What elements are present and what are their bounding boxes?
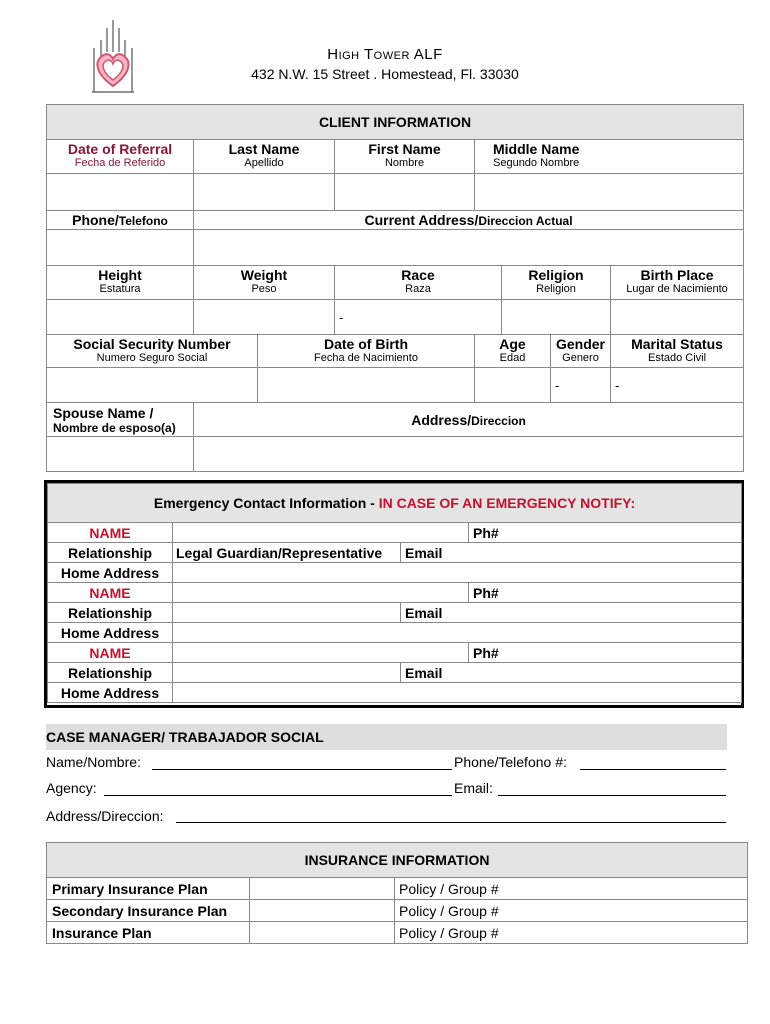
religion-label: Religion Religion xyxy=(502,266,611,300)
height-field[interactable] xyxy=(47,300,194,335)
spouse-address-label: Address/Direccion xyxy=(194,403,744,437)
client-info-title: CLIENT INFORMATION xyxy=(47,105,744,140)
middle-name-field[interactable] xyxy=(475,174,744,211)
middle-name-label: Middle Name Segundo Nombre xyxy=(475,140,744,174)
current-address-label: Current Address/Direccion Actual xyxy=(194,211,744,230)
first-name-field[interactable] xyxy=(335,174,475,211)
phone-label: Phone/Telefono xyxy=(47,211,194,230)
contact1-relationship-label: Relationship xyxy=(48,543,173,563)
contact2-relationship-label: Relationship xyxy=(48,603,173,623)
cm-address-field[interactable] xyxy=(176,822,726,823)
insurance-plan-field[interactable] xyxy=(250,922,395,944)
emergency-title: Emergency Contact Information - IN CASE OF AN EMERGENCY NOTIFY: xyxy=(48,484,742,523)
height-label: Height Estatura xyxy=(47,266,194,300)
gender-label: Gender Genero xyxy=(551,335,611,368)
contact1-home-address-label: Home Address xyxy=(48,563,173,583)
current-address-field[interactable] xyxy=(194,230,744,266)
last-name-field[interactable] xyxy=(194,174,335,211)
policy-group-field[interactable]: Policy / Group # xyxy=(395,900,748,922)
weight-label: Weight Peso xyxy=(194,266,335,300)
age-label: Age Edad xyxy=(475,335,551,368)
contact2-relationship-field[interactable] xyxy=(173,603,401,623)
contact2-email-label[interactable]: Email xyxy=(401,603,742,623)
date-referral-label: Date of Referral Fecha de Referido xyxy=(47,140,194,174)
contact2-phone-label[interactable]: Ph# xyxy=(469,583,742,603)
insurance-table xyxy=(46,842,748,944)
contact1-phone-label[interactable]: Ph# xyxy=(469,523,742,543)
age-field[interactable] xyxy=(475,368,551,403)
date-referral-field[interactable] xyxy=(47,174,194,211)
policy-group-field[interactable]: Policy / Group # xyxy=(395,922,748,944)
dob-field[interactable] xyxy=(258,368,475,403)
contact2-home-address-label: Home Address xyxy=(48,623,173,643)
gender-field[interactable]: - xyxy=(551,368,611,403)
cm-agency-label: Agency: xyxy=(46,780,97,796)
insurance-plan-field[interactable] xyxy=(250,878,395,900)
first-name-label: First Name Nombre xyxy=(335,140,475,174)
cm-address-label: Address/Direccion: xyxy=(46,808,164,824)
weight-field[interactable] xyxy=(194,300,335,335)
cm-name-field[interactable] xyxy=(152,769,452,770)
marital-label: Marital Status Estado Civil xyxy=(611,335,744,368)
spouse-name-label: Spouse Name / Nombre de esposo(a) xyxy=(47,403,194,437)
race-label: Race Raza xyxy=(335,266,502,300)
spouse-address-field[interactable] xyxy=(194,437,744,472)
cm-phone-label: Phone/Telefono #: xyxy=(454,754,567,770)
religion-field[interactable] xyxy=(502,300,611,335)
last-name-label: Last Name Apellido xyxy=(194,140,335,174)
ssn-label: Social Security Number Numero Seguro Social xyxy=(47,335,258,368)
birth-place-field[interactable] xyxy=(611,300,744,335)
spouse-name-field[interactable] xyxy=(47,437,194,472)
facility-name: High Tower ALF xyxy=(327,46,443,63)
cm-email-field[interactable] xyxy=(498,795,726,796)
contact1-home-address-field[interactable] xyxy=(173,563,742,583)
cm-email-label: Email: xyxy=(454,780,493,796)
race-field[interactable]: - xyxy=(335,300,502,335)
phone-field[interactable] xyxy=(47,230,194,266)
contact2-name-label: NAME xyxy=(48,583,173,603)
insurance-title: INSURANCE INFORMATION xyxy=(47,843,748,878)
facility-address: 432 N.W. 15 Street . Homestead, Fl. 33030 xyxy=(251,66,519,82)
insurance-row-label: Primary Insurance Plan xyxy=(47,878,250,900)
contact1-name-label: NAME xyxy=(48,523,173,543)
policy-group-field[interactable]: Policy / Group # xyxy=(395,878,748,900)
contact3-phone-label[interactable]: Ph# xyxy=(469,643,742,663)
insurance-row-label: Insurance Plan xyxy=(47,922,250,944)
cm-name-label: Name/Nombre: xyxy=(46,754,141,770)
contact3-relationship-field[interactable] xyxy=(173,663,401,683)
ssn-field[interactable] xyxy=(47,368,258,403)
cm-agency-field[interactable] xyxy=(104,795,452,796)
contact3-relationship-label: Relationship xyxy=(48,663,173,683)
contact2-home-address-field[interactable] xyxy=(173,623,742,643)
contact2-name-field[interactable] xyxy=(173,583,469,603)
contact3-name-field[interactable] xyxy=(173,643,469,663)
case-manager-title: CASE MANAGER/ TRABAJADOR SOCIAL xyxy=(46,724,727,750)
marital-field[interactable]: - xyxy=(611,368,744,403)
contact3-name-label: NAME xyxy=(48,643,173,663)
contact3-home-address-label: Home Address xyxy=(48,683,173,703)
contact1-email-label[interactable]: Email xyxy=(401,543,742,563)
contact1-relationship-field[interactable]: Legal Guardian/Representative xyxy=(173,543,401,563)
emergency-contact-table xyxy=(47,483,742,703)
client-information-table xyxy=(46,104,744,472)
cm-phone-field[interactable] xyxy=(580,769,726,770)
contact3-email-label[interactable]: Email xyxy=(401,663,742,683)
insurance-plan-field[interactable] xyxy=(250,900,395,922)
birth-place-label: Birth Place Lugar de Nacimiento xyxy=(611,266,744,300)
contact1-name-field[interactable] xyxy=(173,523,469,543)
dob-label: Date of Birth Fecha de Nacimiento xyxy=(258,335,475,368)
contact3-home-address-field[interactable] xyxy=(173,683,742,703)
insurance-row-label: Secondary Insurance Plan xyxy=(47,900,250,922)
